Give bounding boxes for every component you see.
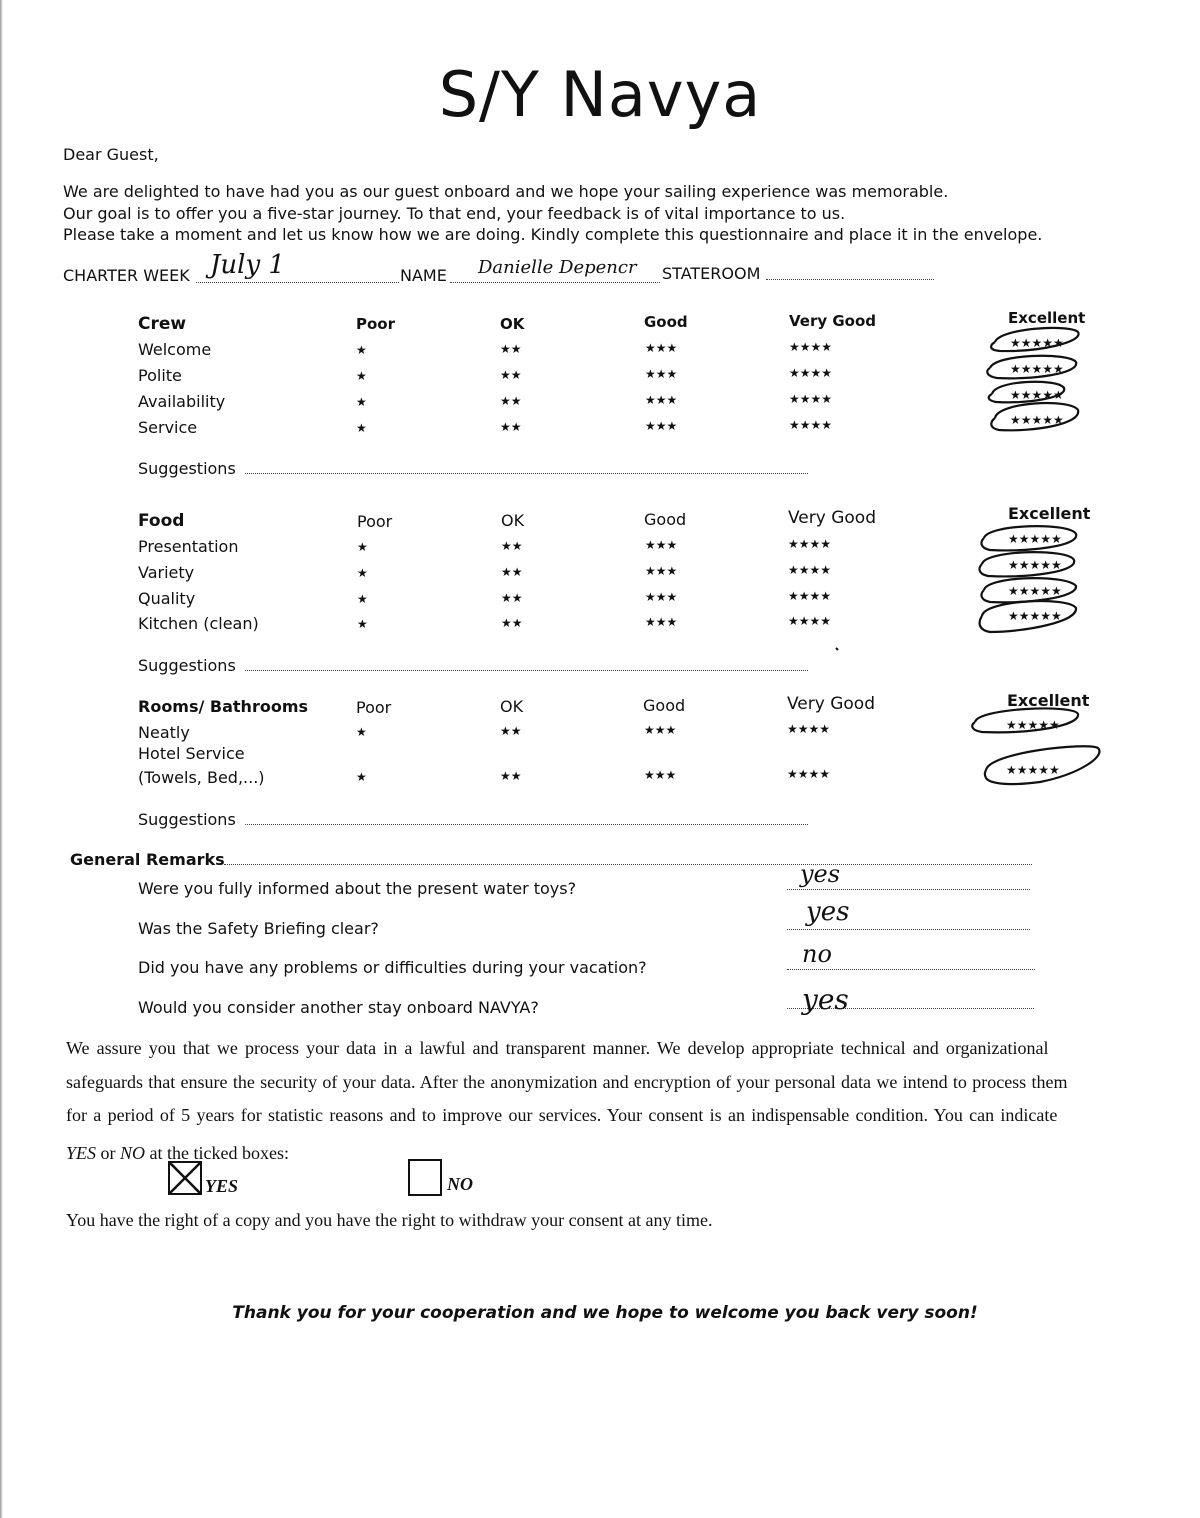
crew-service-very-good[interactable]: ★★★★ [789,418,833,432]
thank-you-note: Thank you for your cooperation and we hope to welcome you back very soon! [232,1303,978,1323]
crew-item-polite: Polite [138,366,182,385]
crew-suggestions-field[interactable] [245,473,808,474]
rooms-poor-header: Poor [356,698,392,717]
food-variety-very-good[interactable]: ★★★★ [788,563,832,577]
crew-welcome-ok[interactable]: ★★ [500,342,522,356]
crew-item-welcome: Welcome [138,340,212,359]
food-quality-ok[interactable]: ★★ [501,591,523,605]
charter-week-field[interactable]: July 1 [210,250,285,280]
privacy-ticked-boxes: at the ticked boxes: [145,1143,289,1163]
food-presentation-poor[interactable]: ★ [357,540,368,554]
food-quality-good[interactable]: ★★★ [645,590,678,604]
intro-line-2: Our goal is to offer you a five-star journey. To that end, your feedback is of vital importance to us. [63,204,846,223]
food-presentation-excellent[interactable]: ★★★★★ [1008,532,1062,546]
food-quality-excellent[interactable]: ★★★★★ [1008,584,1062,598]
food-suggestions-label: Suggestions [138,656,236,675]
name-field[interactable]: Danielle Depencr [478,257,637,278]
crew-item-availability: Availability [138,392,226,411]
intro-line-3: Please take a moment and let us know how we are doing. Kindly complete this questionnaire and place it in the envelope. [63,225,1043,244]
food-item-kitchen: Kitchen (clean) [138,614,259,633]
crew-polite-poor[interactable]: ★ [356,369,367,383]
rooms-hotel-poor[interactable]: ★ [356,770,367,784]
dash-marks [836,648,838,650]
crew-service-ok[interactable]: ★★ [500,420,522,434]
food-item-quality: Quality [138,589,196,608]
rooms-section-title: Rooms/ Bathrooms [138,697,309,716]
rooms-very-good-header: Very Good [787,694,875,714]
greeting: Dear Guest, [63,145,159,164]
rooms-hotel-good[interactable]: ★★★ [644,768,677,782]
crew-availability-ok[interactable]: ★★ [500,394,522,408]
rooms-neatly-very-good[interactable]: ★★★★ [787,722,831,736]
food-kitchen-good[interactable]: ★★★ [645,615,678,629]
question-water-toys: Were you fully informed about the present water toys? [138,879,577,898]
answer-problems[interactable]: no [802,940,832,968]
name-label: NAME [400,266,447,285]
general-remarks-label: General Remarks [70,850,225,869]
privacy-line-1: We assure you that we process your data in a lawful and transparent manner. We develop appropriate technical and organizational [66,1038,1049,1058]
food-variety-good[interactable]: ★★★ [645,564,678,578]
food-ok-header: OK [501,511,525,530]
crew-suggestions-label: Suggestions [138,459,236,478]
answer-line-water-toys [787,889,1030,890]
general-remarks-field[interactable] [224,864,1032,865]
stateroom-field[interactable] [766,279,934,280]
crew-welcome-poor[interactable]: ★ [356,343,367,357]
consent-no-label: NO [447,1174,473,1194]
food-excellent-header: Excellent [1008,504,1091,523]
crew-welcome-good[interactable]: ★★★ [645,341,678,355]
rooms-suggestions-field[interactable] [245,824,808,825]
charter-week-line [196,282,399,283]
scan-edge [0,0,3,1518]
food-good-header: Good [644,510,687,529]
food-kitchen-poor[interactable]: ★ [357,617,368,631]
privacy-rights: You have the right of a copy and you have the right to withdraw your consent at any time. [66,1210,713,1230]
privacy-line-3: for a period of 5 years for statistic reasons and to improve our services. Your consent is an indispensable condition. You can indicate [66,1105,1058,1125]
crew-polite-excellent[interactable]: ★★★★★ [1010,362,1064,376]
crew-availability-very-good[interactable]: ★★★★ [789,392,833,406]
food-kitchen-excellent[interactable]: ★★★★★ [1008,609,1062,623]
crew-polite-ok[interactable]: ★★ [500,368,522,382]
crew-availability-poor[interactable]: ★ [356,395,367,409]
stateroom-label: STATEROOM [662,264,761,283]
answer-another-stay[interactable]: yes [802,983,849,1016]
food-presentation-good[interactable]: ★★★ [645,538,678,552]
rooms-neatly-poor[interactable]: ★ [356,725,367,739]
answer-line-safety-briefing [787,929,1030,930]
crew-service-poor[interactable]: ★ [356,421,367,435]
food-quality-poor[interactable]: ★ [357,592,368,606]
checkbox-x-icon [168,1161,202,1195]
intro-line-1: We are delighted to have had you as our guest onboard and we hope your sailing experience was memorable. [63,182,949,201]
crew-very-good-header: Very Good [789,312,877,330]
crew-poor-header: Poor [356,315,396,333]
rooms-item-neatly: Neatly [138,723,190,742]
food-very-good-header: Very Good [788,508,876,528]
rooms-item-hotel-service: Hotel Service [138,744,245,763]
crew-polite-good[interactable]: ★★★ [645,367,678,381]
crew-service-good[interactable]: ★★★ [645,419,678,433]
privacy-line-2: safeguards that ensure the security of your data. After the anonymization and encryption of your personal data we intend to process them [66,1072,1068,1092]
food-section-title: Food [138,511,185,531]
food-presentation-ok[interactable]: ★★ [501,539,523,553]
food-variety-excellent[interactable]: ★★★★★ [1008,558,1062,572]
question-problems: Did you have any problems or difficulties during your vacation? [138,958,647,977]
rooms-ok-header: OK [500,697,524,716]
charter-week-label: CHARTER WEEK [63,266,190,285]
crew-availability-excellent[interactable]: ★★★★★ [1010,388,1064,402]
food-variety-poor[interactable]: ★ [357,566,368,580]
food-kitchen-ok[interactable]: ★★ [501,616,523,630]
rooms-excellent-header: Excellent [1007,691,1090,710]
crew-availability-good[interactable]: ★★★ [645,393,678,407]
food-poor-header: Poor [357,512,393,531]
rooms-neatly-good[interactable]: ★★★ [644,723,677,737]
crew-welcome-very-good[interactable]: ★★★★ [789,340,833,354]
rooms-neatly-excellent[interactable]: ★★★★★ [1006,718,1060,732]
food-quality-very-good[interactable]: ★★★★ [788,589,832,603]
crew-section-title: Crew [138,314,187,334]
crew-excellent-header: Excellent [1008,309,1086,327]
food-item-presentation: Presentation [138,537,239,556]
food-kitchen-very-good[interactable]: ★★★★ [788,614,832,628]
privacy-yes-italic: YES [66,1143,97,1163]
privacy-no-italic: NO [120,1143,146,1163]
name-line [450,282,660,283]
crew-welcome-excellent[interactable]: ★★★★★ [1010,336,1064,350]
food-suggestions-field[interactable] [245,670,808,671]
page-title: S/Y Navya [438,58,762,131]
crew-item-service: Service [138,418,198,437]
privacy-or: or [96,1143,121,1163]
crew-service-excellent[interactable]: ★★★★★ [1010,413,1064,427]
question-another-stay: Would you consider another stay onboard NAVYA? [138,998,539,1017]
answer-safety-briefing[interactable]: yes [806,897,850,927]
crew-good-header: Good [644,313,688,331]
rooms-good-header: Good [643,696,686,715]
consent-yes-label: YES [205,1176,239,1196]
consent-yes-checkbox[interactable] [168,1161,202,1195]
food-item-variety: Variety [138,563,195,582]
rooms-hotel-excellent[interactable]: ★★★★★ [1006,763,1060,777]
rooms-neatly-ok[interactable]: ★★ [500,724,522,738]
consent-no-checkbox[interactable] [408,1159,442,1196]
rooms-item-towels-bed: (Towels, Bed,...) [138,768,265,787]
rooms-suggestions-label: Suggestions [138,810,236,829]
question-safety-briefing: Was the Safety Briefing clear? [138,919,379,938]
answer-water-toys[interactable]: yes [800,860,841,888]
rooms-hotel-ok[interactable]: ★★ [500,769,522,783]
answer-line-problems [787,969,1035,970]
food-presentation-very-good[interactable]: ★★★★ [788,537,832,551]
crew-polite-very-good[interactable]: ★★★★ [789,366,833,380]
food-variety-ok[interactable]: ★★ [501,565,523,579]
rooms-hotel-very-good[interactable]: ★★★★ [787,767,831,781]
crew-ok-header: OK [500,315,525,333]
